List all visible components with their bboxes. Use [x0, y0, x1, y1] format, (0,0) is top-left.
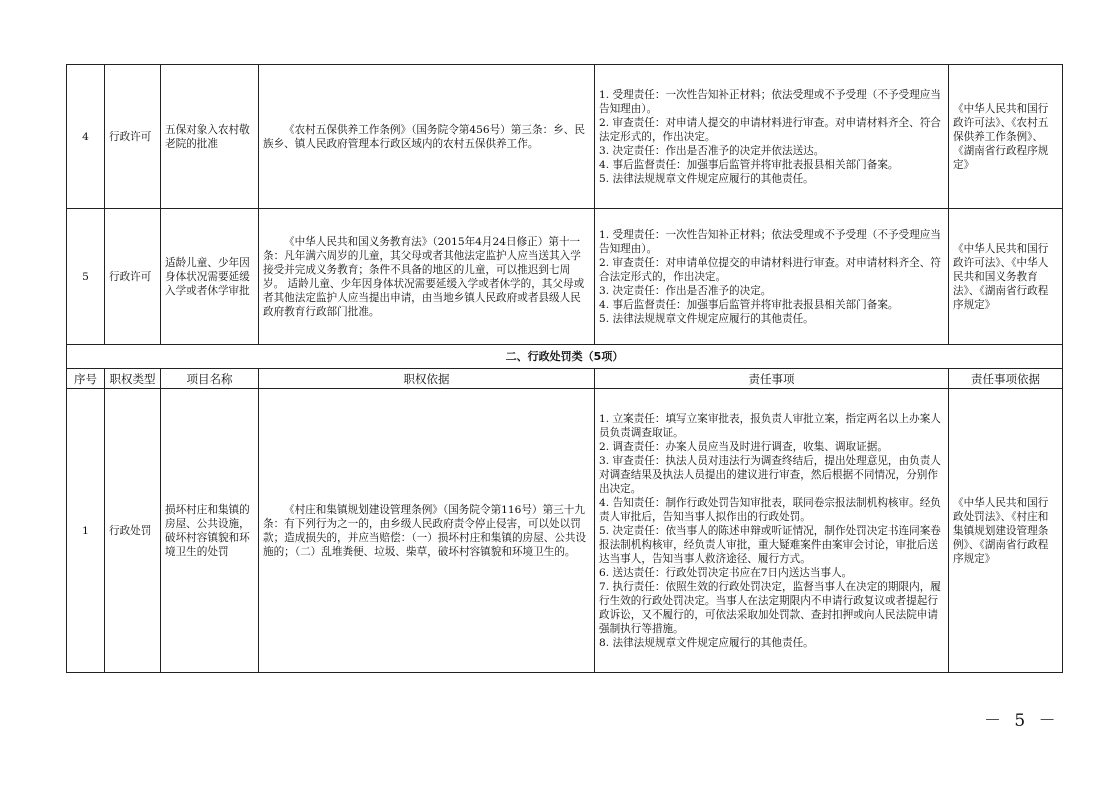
authority-type: 行政许可	[105, 209, 161, 345]
page-number: － 5 －	[984, 711, 1060, 731]
duty-basis: 《中华人民共和国行政许可法》、《中华人民共和国义务教育法》、《湖南省行政程序规定》	[949, 209, 1063, 345]
authority-basis: 《中华人民共和国义务教育法》（2015年4月24日修正）第十一条：凡年满六周岁的儿童，其父母或者其他法定监护人应当送其入学接受并完成义务教育；条件不具备的地区的儿童，可以推迟到七周岁。 适龄儿童、少年因身体状况需要延缓入学或者休学的，其父母或者其他法定监护人应当提出申请，由当地乡镇人民政府或者县级人民政府教育行政部门批准。	[259, 209, 595, 345]
duty-items	[595, 65, 949, 209]
duty-item: 7. 执行责任：依照生效的行政处罚决定，监督当事人在决定的期限内，履行生效的行政处罚决定。当事人在法定期限内不申请行政复议或者提起行政诉讼，又不履行的，可依法采取加处罚款、查封扣押或向人民法院申请强制执行等措施。	[599, 580, 941, 635]
duty-item: 5. 法律法规规章文件规定应履行的其他责任。	[599, 172, 814, 185]
header-name: 项目名称	[161, 369, 259, 389]
item-name: 五保对象入农村敬老院的批准	[161, 65, 259, 209]
row-number: 1	[67, 389, 105, 673]
duty-item: 3. 审查责任：执法人员对违法行为调查终结后，提出处理意见，由负责人对调查结果及执法人员提出的建议进行审查，然后根据不同情况，分别作出决定。	[599, 454, 941, 495]
duty-basis: 《中华人民共和国行政许可法》、《农村五保供养工作条例》、《湖南省行政程序规定》	[949, 65, 1063, 209]
duty-items	[595, 389, 949, 673]
item-name: 损坏村庄和集镇的房屋、公共设施，破坏村容镇貌和环境卫生的处罚	[161, 389, 259, 673]
header-basis: 职权依据	[259, 369, 595, 389]
table-row	[67, 65, 1063, 209]
duty-item: 1. 受理责任：一次性告知补正材料；依法受理或不予受理（不予受理应当告知理由）。	[599, 88, 941, 115]
duty-basis: 《中华人民共和国行政处罚法》、《村庄和集镇规划建设管理条例》、《湖南省行政程序规定》	[949, 389, 1063, 673]
duty-item: 6. 送达责任：行政处罚决定书应在7日内送达当事人。	[599, 566, 853, 579]
row-number: 4	[67, 65, 105, 209]
header-number: 序号	[67, 369, 105, 389]
authority-type: 行政许可	[105, 65, 161, 209]
duty-item: 3. 决定责任：作出是否准予的决定并依法送达。	[599, 144, 825, 157]
duty-item: 1. 受理责任：一次性告知补正材料；依法受理或不予受理（不予受理应当告知理由）。	[599, 228, 941, 255]
duty-items	[595, 209, 949, 345]
authority-basis: 《农村五保供养工作条例》（国务院令第456号）第三条：乡、民族乡、镇人民政府管理本行政区域内的农村五保供养工作。	[259, 65, 595, 209]
duty-item: 5. 决定责任：依当事人的陈述申辩或听证情况，制作处罚决定书连同案卷报法制机构核审，经负责人审批，重大疑难案件由案审会讨论，审批后送达当事人，告知当事人救济途径、履行方式。	[599, 524, 941, 565]
duty-item: 2. 审查责任：对申请单位提交的申请材料进行审查。对申请材料齐全、符合法定形式的，作出决定。	[599, 256, 941, 283]
duty-item: 3. 决定责任：作出是否准予的决定。	[599, 284, 772, 297]
row-number: 5	[67, 209, 105, 345]
duty-item: 2. 调查责任：办案人员应当及时进行调查，收集、调取证据。	[599, 440, 888, 453]
duty-item: 5. 法律法规规章文件规定应履行的其他责任。	[599, 312, 814, 325]
duty-item: 4. 告知责任：制作行政处罚告知审批表，联同卷宗报法制机构核审。经负责人审批后，告知当事人拟作出的行政处罚。	[599, 496, 941, 523]
duty-item: 8. 法律法规规章文件规定应履行的其他责任。	[599, 636, 814, 649]
authority-basis: 《村庄和集镇规划建设管理条例》（国务院令第116号）第三十九条：有下列行为之一的，由乡级人民政府责令停止侵害，可以处以罚款；造成损失的，并应当赔偿：（一）损坏村庄和集镇的房屋、公共设施的；（二）乱堆粪便、垃圾、柴草，破坏村容镇貌和环境卫生的。	[259, 389, 595, 673]
table-row	[67, 209, 1063, 345]
duty-item: 4. 事后监督责任：加强事后监管并将审批表报县相关部门备案。	[599, 298, 899, 311]
item-name: 适龄儿童、少年因身体状况需要延缓入学或者休学审批	[161, 209, 259, 345]
duty-item: 4. 事后监督责任：加强事后监管并将审批表报县相关部门备案。	[599, 158, 899, 171]
table-header-row	[67, 369, 1063, 389]
duty-item: 1. 立案责任：填写立案审批表，报负责人审批立案，指定两名以上办案人员负责调查取证。	[599, 412, 941, 439]
authority-table	[66, 64, 1063, 673]
header-duties: 责任事项	[595, 369, 949, 389]
section-title: 二、行政处罚类（5项）	[67, 345, 1063, 369]
table-row	[67, 389, 1063, 673]
header-type: 职权类型	[105, 369, 161, 389]
authority-type: 行政处罚	[105, 389, 161, 673]
header-duty-basis: 责任事项依据	[949, 369, 1063, 389]
section-heading-row	[67, 345, 1063, 369]
duty-item: 2. 审查责任：对申请人提交的申请材料进行审查。对申请材料齐全、符合法定形式的，作出决定。	[599, 116, 941, 143]
